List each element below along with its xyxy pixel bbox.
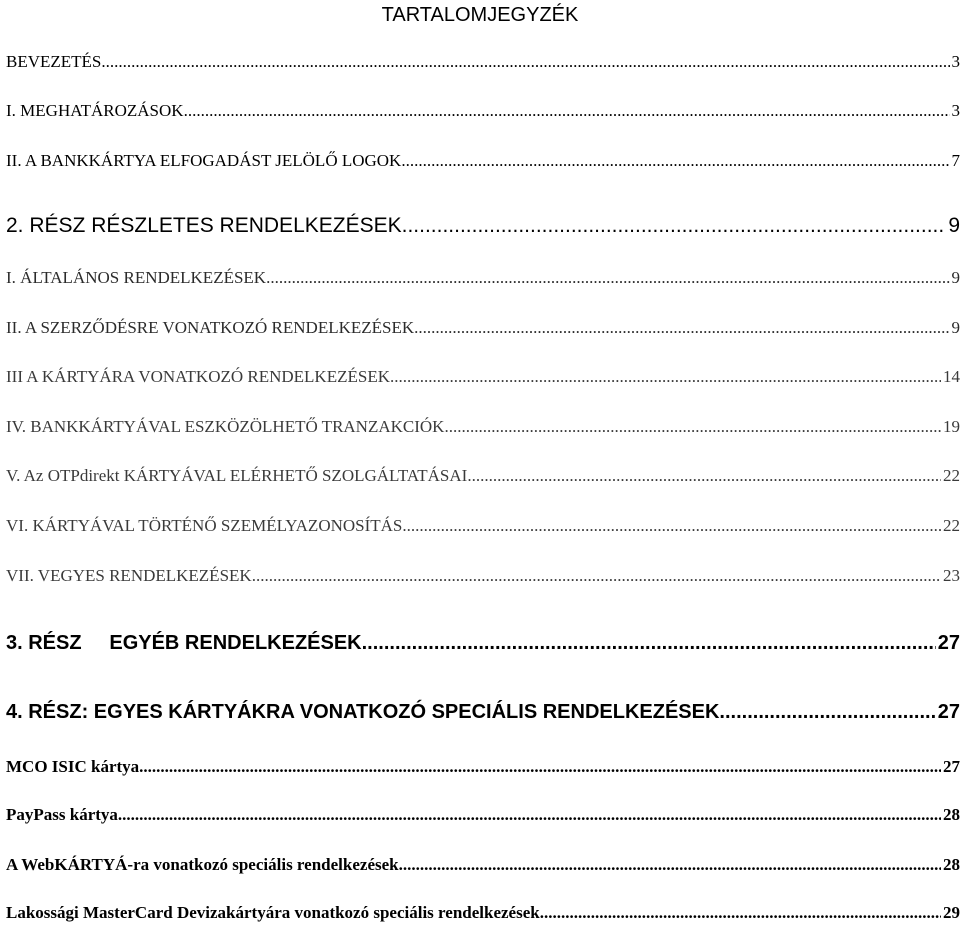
toc-entry-label: VII. VEGYES RENDELKEZÉSEK: [6, 566, 252, 585]
toc-entry-devizakartya[interactable]: [6, 903, 960, 923]
toc-entry-page: 9: [951, 318, 960, 337]
toc-entry-resz-2[interactable]: [6, 214, 960, 238]
toc-entry-page: 23: [943, 566, 960, 585]
toc-leader-dots: [399, 855, 941, 875]
toc-entry-label: I. MEGHATÁROZÁSOK: [6, 101, 184, 120]
toc-entry-page: 29: [943, 903, 960, 922]
toc-leader-dots: [252, 566, 941, 586]
toc-leader-dots: [184, 101, 950, 121]
toc-entry-szemelyazonositas[interactable]: [6, 516, 960, 536]
toc-entry-tranzakciok[interactable]: [6, 417, 960, 437]
toc-entry-resz-3[interactable]: [6, 631, 960, 655]
toc-leader-dots: [414, 318, 949, 338]
toc-entry-label: Lakossági MasterCard Devizakártyára vonatkozó speciális rendelkezések: [6, 903, 540, 922]
toc-leader-dots: [101, 52, 949, 72]
toc-entry-label: MCO ISIC kártya: [6, 757, 140, 776]
toc-entry-page: 19: [943, 417, 960, 436]
toc-entry-label: IV. BANKKÁRTYÁVAL ESZKÖZÖLHETŐ TRANZAKCIÓK: [6, 417, 445, 436]
page-title: TARTALOMJEGYZÉK: [381, 4, 579, 26]
toc-entry-label: II. A BANKKÁRTYA ELFOGADÁST JELÖLŐ LOGOK: [6, 151, 402, 170]
toc-leader-dots: [719, 700, 935, 724]
toc-leader-dots: [402, 214, 947, 238]
toc-entry-label: II. A SZERZŐDÉSRE VONATKOZÓ RENDELKEZÉSEK: [6, 318, 415, 337]
toc-leader-dots: [401, 151, 949, 171]
toc-entry-page: 22: [943, 516, 960, 535]
toc-entry-page: 22: [943, 466, 960, 485]
toc-entry-logok[interactable]: [6, 151, 960, 171]
toc-entry-label: III A KÁRTYÁRA VONATKOZÓ RENDELKEZÉSEK: [6, 367, 390, 386]
toc-entry-label: 2. RÉSZ RÉSZLETES RENDELKEZÉSEK: [6, 214, 402, 237]
toc-entry-label: 3. RÉSZ EGYÉB RENDELKEZÉSEK: [6, 632, 362, 654]
toc-entry-szerzodes[interactable]: [6, 318, 960, 338]
toc-leader-dots: [139, 757, 941, 777]
toc-leader-dots: [467, 466, 941, 486]
toc-entry-altalanos[interactable]: [6, 268, 960, 288]
toc-entry-page: 28: [943, 805, 960, 824]
toc-entry-label: 4. RÉSZ: EGYES KÁRTYÁKRA VONATKOZÓ SPECIÁLIS RENDELKEZÉSEK: [6, 701, 720, 723]
toc-entry-paypass[interactable]: [6, 805, 960, 825]
toc-entry-page: 9: [948, 214, 960, 237]
toc-entry-page: 27: [937, 701, 960, 723]
toc-entry-resz-4[interactable]: [6, 700, 960, 724]
toc-entry-label: I. ÁLTALÁNOS RENDELKEZÉSEK: [6, 268, 267, 287]
toc-leader-dots: [402, 516, 941, 536]
toc-entry-label: BEVEZETÉS: [6, 52, 102, 71]
toc-leader-dots: [444, 417, 941, 437]
toc-leader-dots: [390, 367, 941, 387]
toc-entry-kartyara[interactable]: [6, 367, 960, 387]
toc-entry-page: 27: [937, 632, 960, 654]
toc-entry-page: 9: [951, 268, 960, 287]
toc-entry-bevezetes[interactable]: [6, 52, 960, 72]
toc-entry-page: 7: [951, 151, 960, 170]
toc-entry-page: 28: [943, 855, 960, 874]
toc-entry-vegyes[interactable]: [6, 566, 960, 586]
toc-entry-label: PayPass kártya: [6, 805, 118, 824]
toc-leader-dots: [540, 903, 941, 923]
toc-leader-dots: [362, 631, 936, 655]
toc-entry-page: 3: [951, 52, 960, 71]
toc-entry-label: V. Az OTPdirekt KÁRTYÁVAL ELÉRHETŐ SZOLGÁLTATÁSAI: [6, 466, 468, 485]
toc-entry-label: VI. KÁRTYÁVAL TÖRTÉNŐ SZEMÉLYAZONOSÍTÁS: [6, 516, 403, 535]
toc-entry-page: 27: [943, 757, 960, 776]
toc-entry-meghatarozasok[interactable]: [6, 101, 960, 121]
toc-leader-dots: [266, 268, 949, 288]
toc-entry-label: A WebKÁRTYÁ-ra vonatkozó speciális rendelkezések: [6, 855, 399, 874]
toc-entry-page: 3: [951, 101, 960, 120]
toc-entry-webkartya[interactable]: [6, 855, 960, 875]
toc-entry-mco-isic[interactable]: [6, 757, 960, 777]
toc-entry-otpdirekt[interactable]: [6, 466, 960, 486]
toc-leader-dots: [118, 805, 941, 825]
toc-entry-page: 14: [943, 367, 960, 386]
